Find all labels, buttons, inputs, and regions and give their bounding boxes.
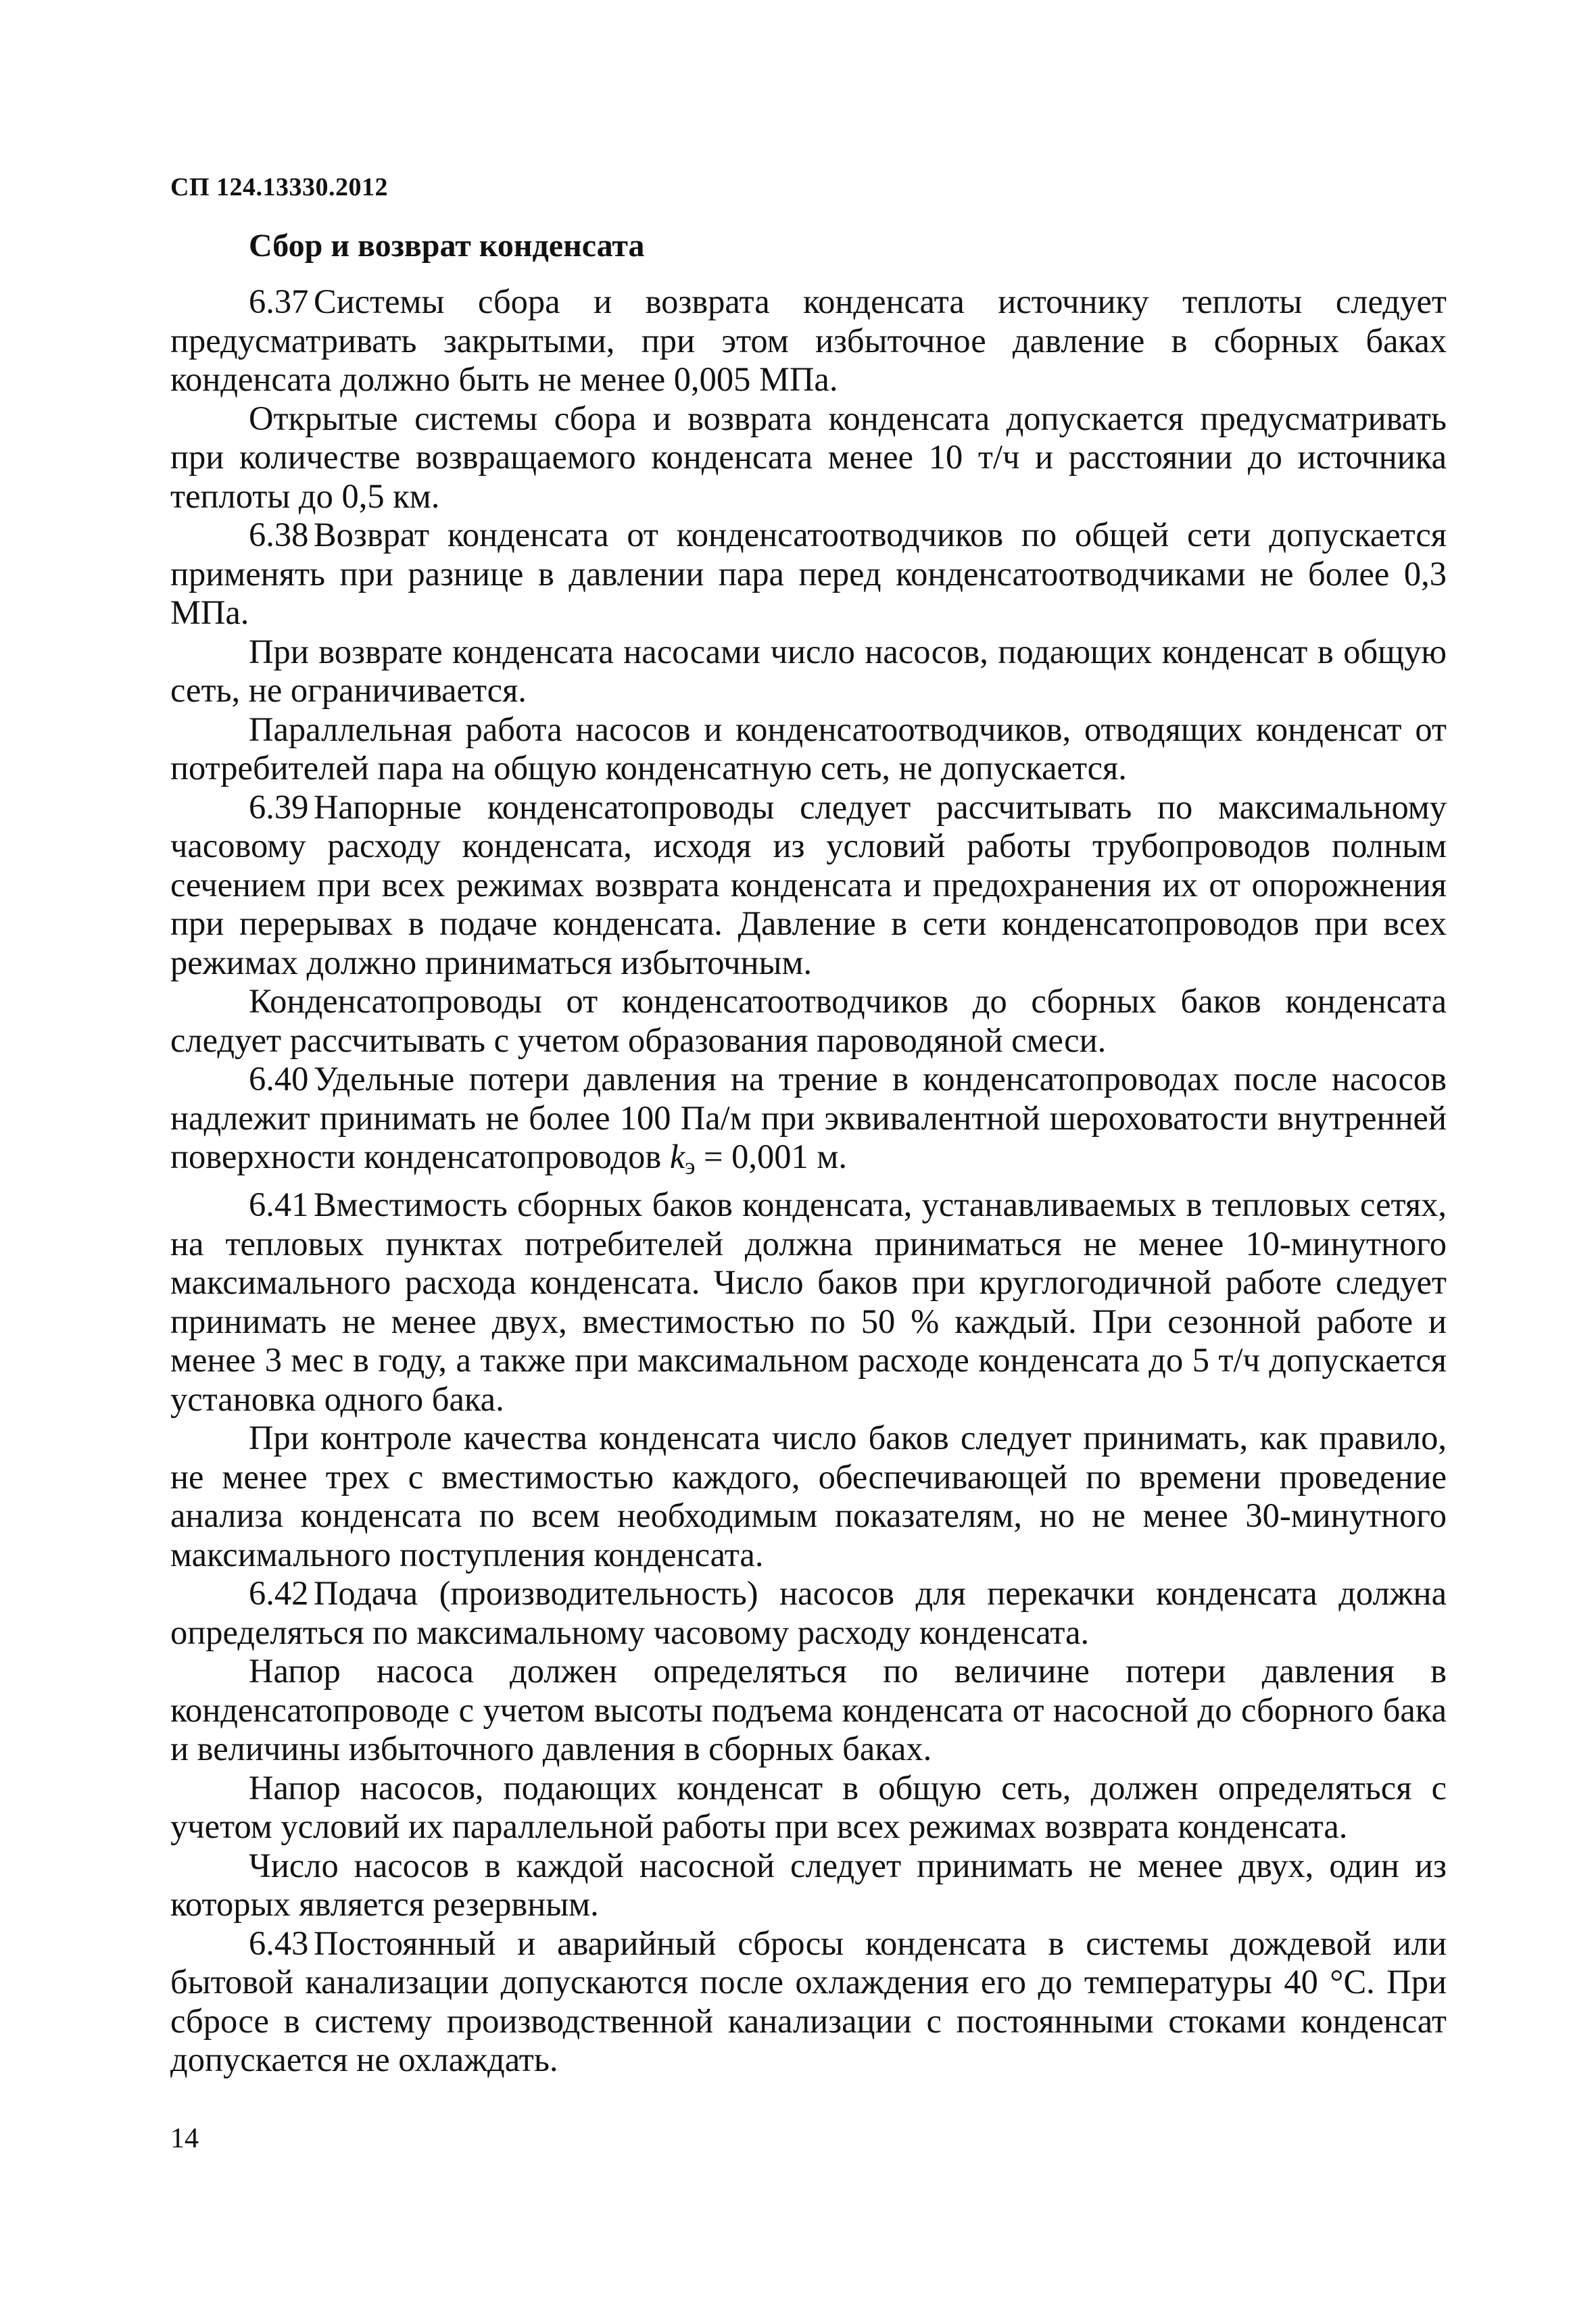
paragraph xyxy=(170,710,1447,788)
section-title: Сбор и возврат конденсата xyxy=(249,228,645,264)
paragraph xyxy=(170,1769,1447,1847)
clause-number: 6.41 xyxy=(249,1186,309,1224)
paragraph xyxy=(170,1419,1447,1574)
paragraph-text: Открытые системы сбора и возврата конденсата допускается предусматривать при количестве возвращаемого конденсата менее 10 т/ч и расстоянии до источника теплоты до 0,5 км. xyxy=(170,399,1447,515)
paragraph xyxy=(170,399,1447,516)
roughness-subscript: э xyxy=(685,1152,696,1179)
paragraph-text: Возврат конденсата от конденсатоотводчиков по общей сети допускается применять при разнице в давлении пара перед конденсатоотводчиками не более 0,3 МПа. xyxy=(170,516,1447,631)
paragraph-text: Число насосов в каждой насосной следует принимать не менее двух, один из которых является резервным. xyxy=(170,1846,1447,1924)
paragraph-6-37 xyxy=(170,283,1447,399)
paragraph-6-42 xyxy=(170,1574,1447,1652)
body-text xyxy=(170,283,1447,2080)
clause-number: 6.43 xyxy=(249,1924,309,1962)
clause-number: 6.39 xyxy=(249,787,309,826)
paragraph-text: Параллельная работа насосов и конденсатоотводчиков, отводящих конденсат от потребителей пара на общую конденсатную сеть, не допускается. xyxy=(170,710,1447,787)
paragraph-6-43 xyxy=(170,1924,1447,2080)
paragraph-6-38 xyxy=(170,516,1447,633)
paragraph-text: Вместимость сборных баков конденсата, устанавливаемых в тепловых сетях, на тепловых пунктах потребителей должна приниматься не менее 10-минутного максимального расхода конденсата. Число баков при круглогодичной работе следует принимать не менее двух, вместимостью по 50 % каждый. При сезонной работе и менее 3 мес в году, а также при максимальном расходе конденсата до 5 т/ч допускается установка одного бака. xyxy=(170,1186,1447,1418)
paragraph xyxy=(170,982,1447,1060)
paragraph-6-41 xyxy=(170,1186,1447,1419)
paragraph-text: При возврате конденсата насосами число насосов, подающих конденсат в общую сеть, не ограничивается. xyxy=(170,632,1447,709)
paragraph-text: Напор насоса должен определяться по величине потери давления в конденсатопроводе с учетом высоты подъема конденсата от насосной до сборного бака и величины избыточного давления в сборных баках. xyxy=(170,1652,1447,1768)
clause-number: 6.42 xyxy=(249,1574,309,1613)
paragraph-text-tail: = 0,001 м. xyxy=(695,1138,847,1175)
document-code: СП 124.13330.2012 xyxy=(170,173,388,201)
clause-number: 6.37 xyxy=(249,283,309,320)
paragraph-text: Конденсатопроводы от конденсатоотводчиков до сборных баков конденсата следует рассчитывать с учетом образования пароводяной смеси. xyxy=(170,982,1447,1059)
paragraph-text: Удельные потери давления на трение в конденсатопроводах после насосов надлежит принимать не более 100 Па/м при эквивалентной шероховатости внутренней поверхности конденсатопроводов xyxy=(170,1060,1447,1175)
clause-number: 6.38 xyxy=(249,516,309,554)
paragraph-text: Напорные конденсатопроводы следует рассчитывать по максимальному часовому расходу конденсата, исходя из условий работы трубопроводов полным сечением при всех режимах возврата конденсата и предохранения их от опорожнения при перерывах в подаче конденсата. Давление в сети конденсатопроводов при всех режимах должно приниматься избыточным. xyxy=(170,787,1447,981)
page-number: 14 xyxy=(170,2123,199,2154)
paragraph-text: Напор насосов, подающих конденсат в общую сеть, должен определяться с учетом условий их параллельной работы при всех режимах возврата конденсата. xyxy=(170,1768,1447,1846)
paragraph-text: Системы сбора и возврата конденсата источнику теплоты следует предусматривать закрытыми, при этом избыточное давление в сборных баках конденсата должно быть не менее 0,005 МПа. xyxy=(170,283,1447,398)
paragraph-text: Подача (производительность) насосов для перекачки конденсата должна определяться по максимальному часовому расходу конденсата. xyxy=(170,1574,1447,1651)
paragraph-text: Постоянный и аварийный сбросы конденсата в системы дождевой или бытовой канализации допускаются после охлаждения его до температуры 40 °С. При сбросе в систему производственной канализации с постоянными стоками конденсат допускается не охлаждать. xyxy=(170,1924,1447,2079)
paragraph xyxy=(170,1652,1447,1769)
paragraph-6-40 xyxy=(170,1060,1447,1186)
clause-number: 6.40 xyxy=(249,1060,309,1098)
paragraph-6-39 xyxy=(170,788,1447,983)
paragraph xyxy=(170,1847,1447,1924)
roughness-symbol: k xyxy=(669,1138,685,1175)
paragraph-text: При контроле качества конденсата число баков следует принимать, как правило, не менее трех с вместимостью каждого, обеспечивающей по времени проведение анализа конденсата по всем необходимым показателям, но не менее 30-минутного максимального поступления конденсата. xyxy=(170,1419,1447,1574)
paragraph xyxy=(170,633,1447,710)
